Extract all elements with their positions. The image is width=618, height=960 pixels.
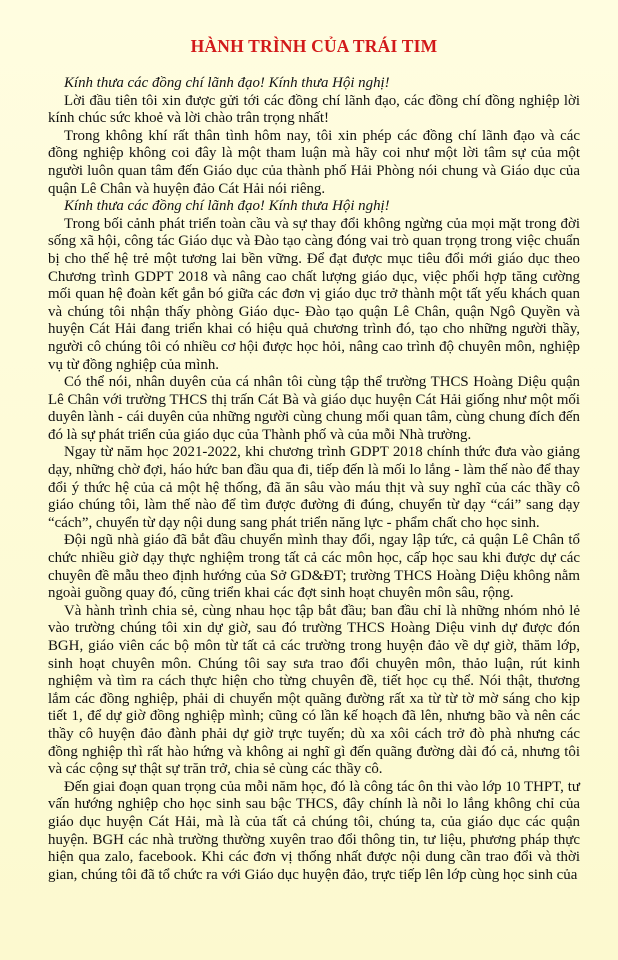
paragraph-journey: Và hành trình chia sẻ, cùng nhau học tập bắt đầu; ban đầu chỉ là những nhóm nhỏ lẻ vào trường chúng tôi xin dự giờ, sau đó trường THCS Hoàng Diệu vinh dự được đón BGH, giáo viên các bộ môn từ tất cả các trường trong huyện đảo về dự giờ, thăm lớp, sinh hoạt chuyên môn. Chúng tôi say sưa trao đổi chuyên môn, thảo luận, rút kinh nghiệm và tìm ra cách thực hiện cho từng chuyên đề, tiết học cụ thể. Nói thật, thương lắm các đồng nghiệp, phải di chuyển một quãng đường rất xa từ từ tờ mờ sáng cho kịp tiết 1, để dự giờ đồng nghiệp mình; cũng có lần kế hoạch đã lên, nhưng bão và nên các thầy cô huyện đảo đành phải dự giờ trực tuyến; dù xa xôi cách trở đò phà nhưng các đồng nghiệp thì rất hào hứng và không ai nghĩ gì đến quãng đường dài đó cả, nhưng tôi và các cộng sự thật sự trăn trở, chia sẻ cùng các thầy cô. (48, 602, 580, 778)
document-title: HÀNH TRÌNH CỦA TRÁI TIM (190, 36, 438, 56)
paragraph-exam-period: Đến giai đoạn quan trọng của mỗi năm học, đó là công tác ôn thi vào lớp 10 THPT, tư vấn hướng nghiệp cho học sinh sau bậc THCS, đây chính là nỗi lo lắng không chỉ của giáo dục huyện Cát Hải, mà là của tất cả chúng tôi, chúng ta, của giáo dục các quận huyện. BGH các nhà trường thường xuyên trao đổi thông tin, tư liệu, phương pháp thực hiện qua zalo, facebook. Khi các đơn vị thống nhất được nội dung cần trao đổi và thời gian, chúng tôi đã tổ chức ra với Giáo dục huyện đảo, trực tiếp lên lớp cùng học sinh của (48, 778, 580, 883)
paragraph-context: Trong bối cảnh phát triển toàn cầu và sự thay đổi không ngừng của mọi mặt trong đời sống xã hội, công tác Giáo dục và Đào tạo càng đóng vai trò quan trọng trong việc chuẩn bị cho thế hệ trẻ một tương lai bền vững. Để đạt được mục tiêu đổi mới giáo dục theo Chương trình GDPT 2018 và nâng cao chất lượng giáo dục, việc phối hợp tăng cường mối quan hệ đoàn kết gắn bó giữa các đơn vị giáo dục trở thành một tất yếu khách quan và chúng tôi nhận thấy phòng Giáo dục- Đào tạo quận Lê Chân, quận Ngô Quyền và huyện Cát Hải đang triển khai có hiệu quả chương trình đó, tạo cho những người thầy, người cô chúng tôi có nhiều cơ hội được học hỏi, nâng cao trình độ chuyên môn, nghiệp vụ từ đồng nghiệp của mình. (48, 215, 580, 373)
paragraph-greeting-1: Kính thưa các đồng chí lãnh đạo! Kính thưa Hội nghị! (64, 75, 390, 91)
paragraph-program-start: Ngay từ năm học 2021-2022, khi chương trình GDPT 2018 chính thức đưa vào giảng dạy, những chờ đợi, háo hức ban đầu qua đi, tiếp đến là mối lo lắng - làm thế nào để thay đổi ý thức hệ của cả một hệ thống, đã ăn sâu vào máu thịt và suy nghĩ của các thầy cô giáo chúng tôi, làm thế nào để tìm được đường đi đúng, chuyển từ dạy “cái” sang dạy “cách”, chuyển từ dạy nội dung sang phát triển năng lực - phẩm chất cho học sinh. (48, 444, 580, 531)
paragraph-intro: Trong không khí rất thân tình hôm nay, tôi xin phép các đồng chí lãnh đạo và các đồng nghiệp không coi đây là một tham luận mà hãy coi như một lời tâm sự của một người luôn quan tâm đến Giáo dục của thành phố Hải Phòng nói chung và Giáo dục của quận Lê Chân và huyện đảo Cát Hải nói riêng. (48, 127, 580, 197)
paragraph-opening: Lời đầu tiên tôi xin được gửi tới các đồng chí lãnh đạo, các đồng chí đồng nghiệp lời kính chúc sức khoẻ và lời chào trân trọng nhất! (48, 92, 580, 127)
paragraph-greeting-2: Kính thưa các đồng chí lãnh đạo! Kính thưa Hội nghị! (64, 198, 390, 215)
document-body (48, 75, 580, 884)
paragraph-connection: Có thể nói, nhân duyên của cá nhân tôi cùng tập thể trường THCS Hoàng Diệu quận Lê Chân với trường THCS thị trấn Cát Bà và giáo dục huyện Cát Hải giống như một mối duyên lành - cái duyên của những người cùng chung mối quan tâm, cùng chung đích đến đó là sự phát triển của giáo dục của Thành phố và của mỗi Nhà trường. (48, 374, 580, 443)
paragraph-teachers-change: Đội ngũ nhà giáo đã bắt đầu chuyển mình thay đổi, ngay lập tức, cả quận Lê Chân tổ chức nhiều giờ dạy thực nghiệm trong tất cả các môn học, cấp học sau khi được dự các chuyên đề mẫu theo định hướng của Sở GD&ĐT; trường THCS Hoàng Diệu không nằm ngoài guồng quay đó, cũng triển khai các đợt sinh hoạt chuyên môn sâu, rộng. (48, 532, 580, 602)
